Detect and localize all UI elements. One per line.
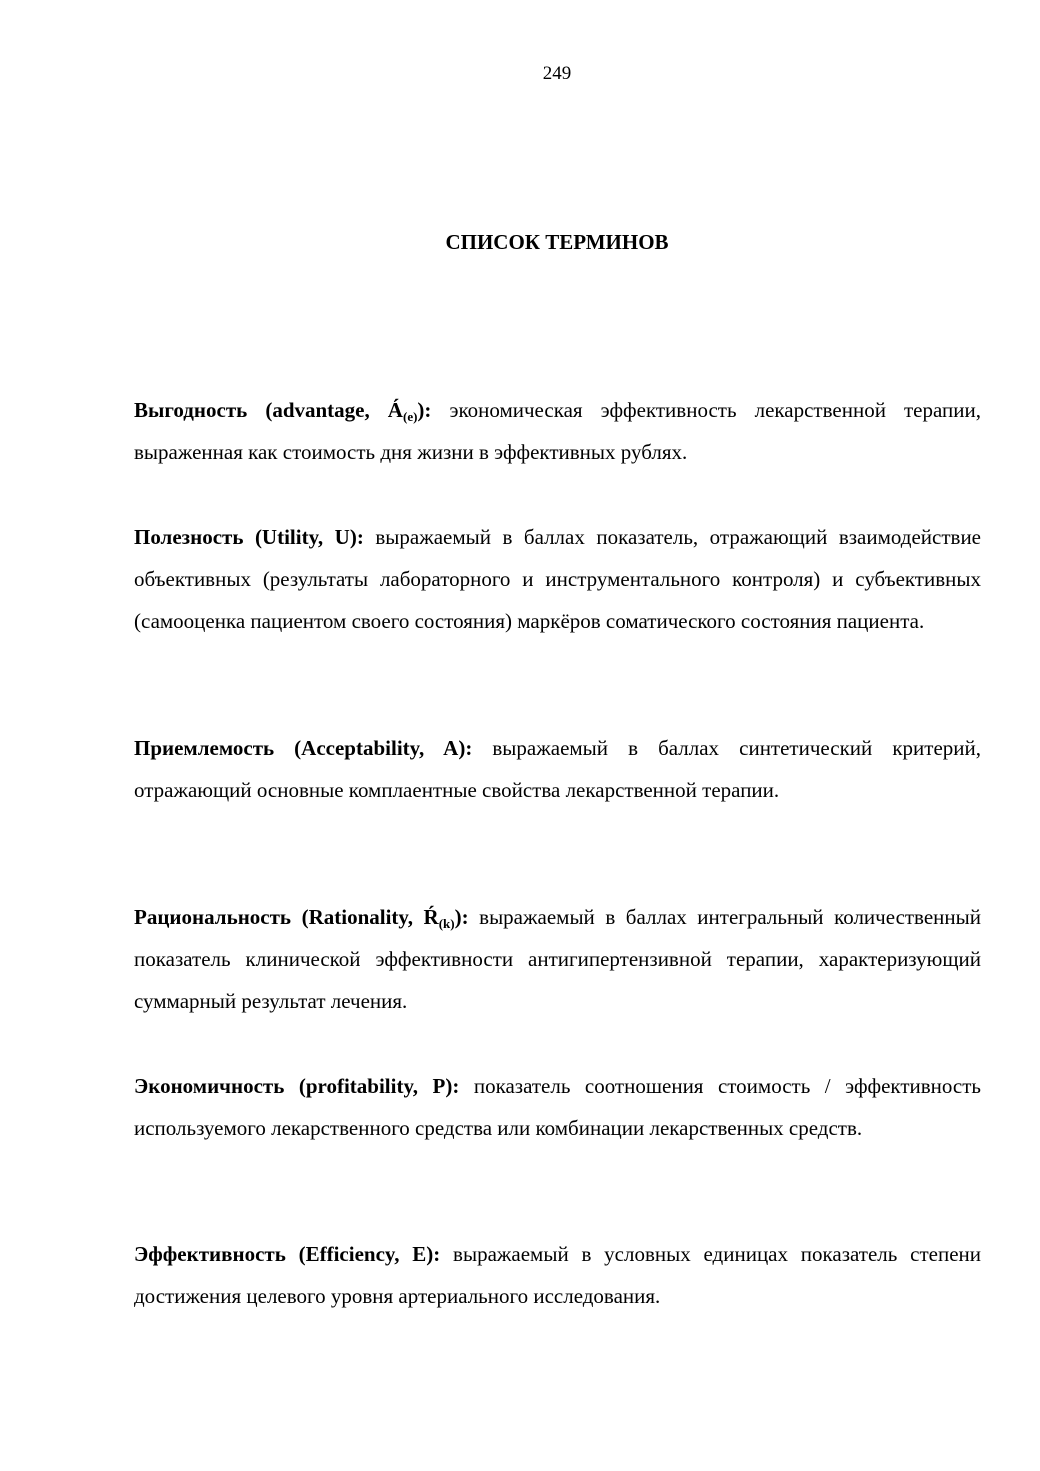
glossary-definition: выражаемый в условных единицах показатель степени достижения целевого уровня артериального исследования. <box>134 1242 981 1308</box>
glossary-term: Выгодность (advantage, $Á_{(e)}$): <box>134 398 432 424</box>
glossary-entry-profitability <box>134 1065 981 1149</box>
glossary-entry-advantage <box>134 389 981 473</box>
page-number: 249 <box>542 63 572 84</box>
glossary-entry-utility <box>134 516 981 642</box>
page-title: СПИСОК ТЕРМИНОВ <box>445 230 669 254</box>
glossary-entry-efficiency <box>134 1233 981 1317</box>
glossary-term: Полезность (Utility, U): <box>134 525 364 549</box>
glossary-term: Приемлемость (Acceptability, A): <box>134 736 473 760</box>
glossary-definition: показатель соотношения стоимость / эффективность используемого лекарственного средства или комбинации лекарственных средств. <box>134 1074 981 1140</box>
term-subscript: (k) <box>438 916 455 931</box>
glossary-definition: экономическая эффективность лекарственной терапии, выраженная как стоимость дня жизни в эффективных рублях. <box>134 398 982 464</box>
glossary-term: Экономичность (profitability, P): <box>134 1074 460 1098</box>
glossary-entry-rationality <box>134 896 981 1022</box>
term-subscript: (e) <box>402 409 418 424</box>
glossary-entry-acceptability <box>134 727 981 811</box>
glossary-term: Рациональность (Rationality, $Ŕ_{(k)}$): <box>134 905 469 931</box>
glossary-term: Эффективность (Efficiency, E): <box>134 1242 441 1266</box>
glossary-definition: выражаемый в баллах показатель, отражающий взаимодействие объективных (результаты лабораторного и инструментального контроля) и субъективных (самооценка пациентом своего состояния) маркёров соматического состояния пациента. <box>134 525 981 633</box>
glossary-definition: выражаемый в баллах интегральный количественный показатель клинической эффективности антигипертензивной терапии, характеризующий суммарный результат лечения. <box>134 905 981 1013</box>
glossary-definition: выражаемый в баллах синтетический критерий, отражающий основные комплаентные свойства лекарственной терапии. <box>134 736 981 802</box>
